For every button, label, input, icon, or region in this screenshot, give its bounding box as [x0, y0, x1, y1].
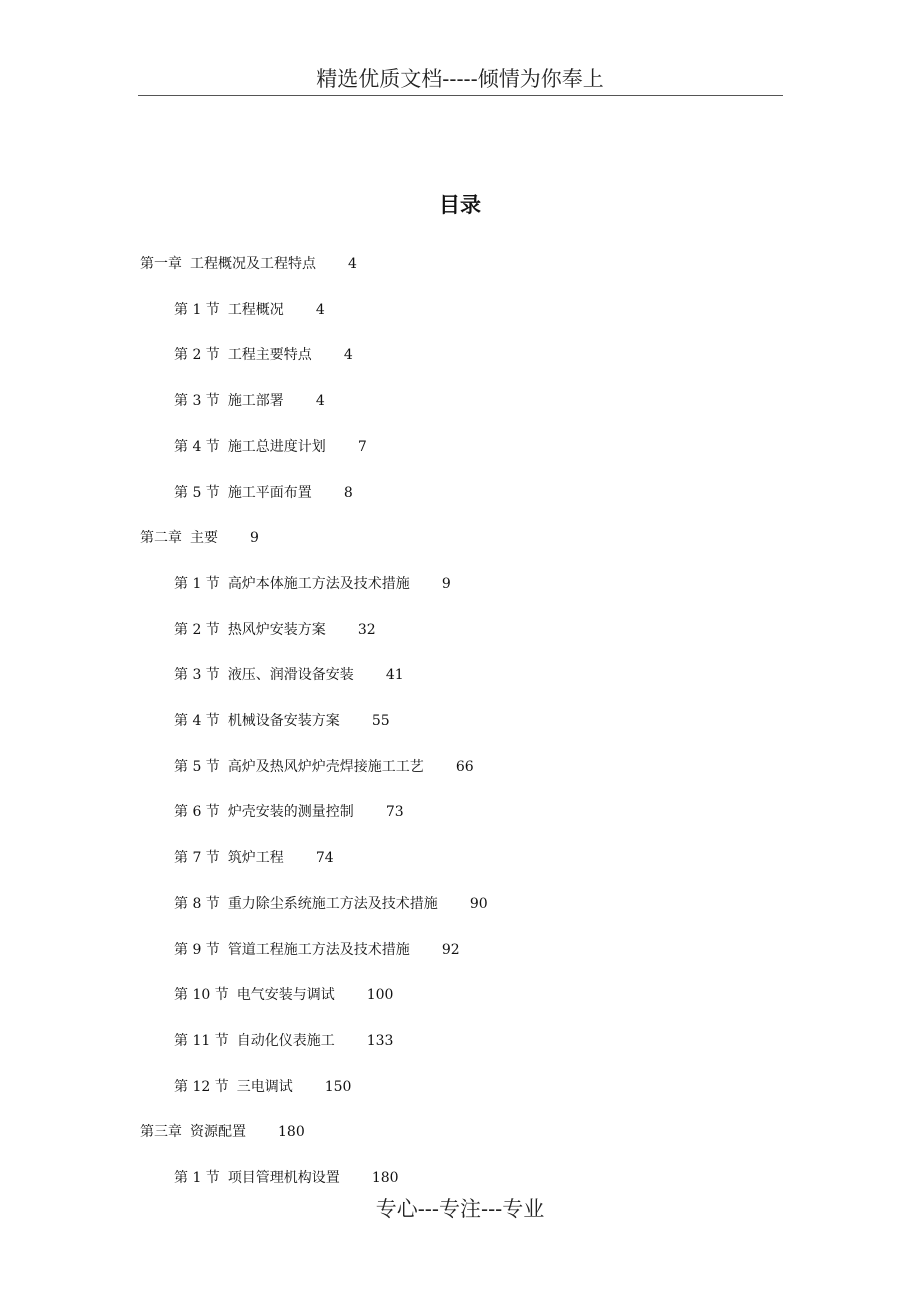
toc-entry-title: 电气安装与调试 [236, 987, 335, 1003]
toc-entry-label: 第 4 节 [174, 713, 220, 729]
toc-section-entry[interactable] [174, 616, 376, 644]
toc-section-entry[interactable] [174, 661, 404, 689]
toc-entry-label: 第 9 节 [174, 942, 220, 958]
toc-entry-page-number: 74 [315, 850, 334, 866]
toc-section-entry[interactable] [174, 1027, 393, 1055]
toc-entry-page-number: 92 [441, 942, 460, 958]
toc-entry-title: 重力除尘系统施工方法及技术措施 [227, 896, 438, 912]
header-divider [138, 95, 783, 96]
toc-entry-page-number: 180 [371, 1170, 399, 1186]
toc-chapter-entry[interactable] [140, 524, 259, 552]
toc-section-entry[interactable] [174, 890, 488, 918]
page-header: 精选优质文档-----倾情为你奉上 [316, 67, 604, 91]
toc-entry-label: 第 10 节 [174, 987, 229, 1003]
toc-entry-title: 施工平面布置 [227, 485, 312, 501]
toc-entry-title: 工程概况及工程特点 [190, 256, 316, 272]
toc-entry-label: 第 5 节 [174, 759, 220, 775]
toc-entry-page-number: 4 [348, 256, 357, 272]
toc-section-entry[interactable] [174, 1164, 399, 1192]
toc-entry-title: 高炉及热风炉炉壳焊接施工工艺 [227, 759, 424, 775]
toc-title: 目录 [439, 193, 481, 217]
toc-entry-label: 第 2 节 [174, 347, 220, 363]
toc-entry-label: 第三章 [140, 1124, 182, 1140]
toc-entry-label: 第 8 节 [174, 896, 220, 912]
toc-entry-page-number: 41 [385, 667, 404, 683]
toc-entry-page-number: 133 [366, 1033, 394, 1049]
toc-entry-title: 主要 [190, 530, 218, 546]
toc-section-entry[interactable] [174, 707, 390, 735]
toc-entry-page-number: 4 [315, 393, 325, 409]
toc-section-entry[interactable] [174, 798, 404, 826]
toc-entry-label: 第 1 节 [174, 576, 220, 592]
toc-chapter-entry[interactable] [140, 250, 357, 278]
toc-entry-title: 项目管理机构设置 [227, 1170, 340, 1186]
toc-section-entry[interactable] [174, 296, 325, 324]
toc-entry-label: 第 2 节 [174, 622, 220, 638]
toc-entry-label: 第一章 [140, 256, 182, 272]
toc-entry-title: 工程主要特点 [227, 347, 312, 363]
toc-entry-page-number: 9 [441, 576, 451, 592]
toc-entry-label: 第 3 节 [174, 393, 220, 409]
toc-section-entry[interactable] [174, 433, 367, 461]
toc-entry-label: 第 6 节 [174, 804, 220, 820]
toc-section-entry[interactable] [174, 570, 451, 598]
toc-entry-label: 第 1 节 [174, 302, 220, 318]
toc-entry-label: 第 5 节 [174, 485, 220, 501]
toc-entry-page-number: 55 [371, 713, 390, 729]
toc-entry-title: 工程概况 [227, 302, 284, 318]
toc-entry-title: 施工总进度计划 [227, 439, 326, 455]
toc-entry-label: 第二章 [140, 530, 182, 546]
toc-section-entry[interactable] [174, 479, 353, 507]
toc-entry-page-number: 180 [278, 1124, 305, 1140]
toc-section-entry[interactable] [174, 936, 460, 964]
toc-entry-page-number: 4 [343, 347, 353, 363]
toc-entry-label: 第 4 节 [174, 439, 220, 455]
toc-entry-label: 第 11 节 [174, 1033, 229, 1049]
toc-section-entry[interactable] [174, 1073, 351, 1101]
toc-section-entry[interactable] [174, 753, 474, 781]
toc-entry-page-number: 4 [315, 302, 325, 318]
toc-entry-title: 资源配置 [190, 1124, 246, 1140]
page-footer: 专心---专注---专业 [375, 1197, 545, 1221]
toc-entry-title: 筑炉工程 [227, 850, 284, 866]
toc-entry-title: 机械设备安装方案 [227, 713, 340, 729]
toc-entry-title: 液压、润滑设备安装 [227, 667, 354, 683]
toc-entry-page-number: 7 [357, 439, 367, 455]
toc-chapter-entry[interactable] [140, 1118, 305, 1146]
toc-entry-page-number: 32 [357, 622, 376, 638]
toc-entry-label: 第 3 节 [174, 667, 220, 683]
toc-entry-page-number: 90 [469, 896, 488, 912]
toc-entry-page-number: 66 [455, 759, 474, 775]
toc-section-entry[interactable] [174, 981, 393, 1009]
toc-entry-label: 第 1 节 [174, 1170, 220, 1186]
toc-entry-title: 炉壳安装的测量控制 [227, 804, 354, 820]
toc-section-entry[interactable] [174, 341, 353, 369]
toc-entry-page-number: 150 [324, 1079, 352, 1095]
toc-entry-label: 第 7 节 [174, 850, 220, 866]
toc-section-entry[interactable] [174, 844, 334, 872]
toc-entry-title: 施工部署 [227, 393, 284, 409]
toc-entry-title: 三电调试 [236, 1079, 293, 1095]
toc-entry-page-number: 73 [385, 804, 404, 820]
toc-entry-title: 高炉本体施工方法及技术措施 [227, 576, 410, 592]
toc-entry-page-number: 9 [250, 530, 259, 546]
toc-entry-page-number: 100 [366, 987, 394, 1003]
toc-entry-label: 第 12 节 [174, 1079, 229, 1095]
toc-entry-title: 自动化仪表施工 [236, 1033, 335, 1049]
toc-entry-title: 管道工程施工方法及技术措施 [227, 942, 410, 958]
toc-entry-page-number: 8 [343, 485, 353, 501]
toc-entry-title: 热风炉安装方案 [227, 622, 326, 638]
toc-section-entry[interactable] [174, 387, 325, 415]
